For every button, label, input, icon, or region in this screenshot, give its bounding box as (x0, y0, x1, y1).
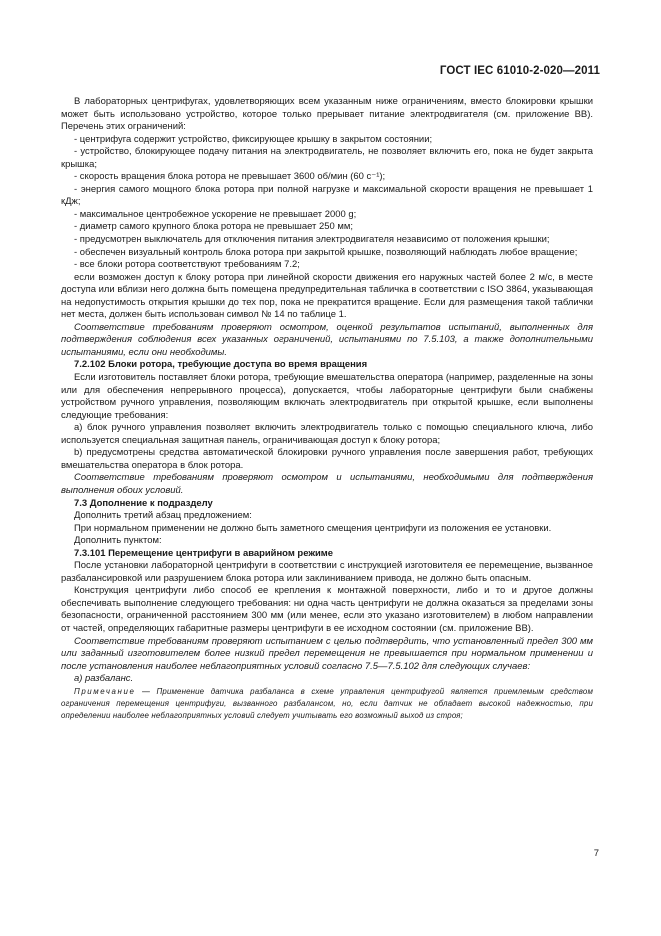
paragraph: Если изготовитель поставляет блоки ротора, требующие вмешательства оператора (например, разделенные на зоны или для обеспечения непрерывного процесса), допускается, чтобы лабораторные центрифуги были снабжены устройством ручного управления, позволяющим включать электродвигатель при открытой крышке, если выполнены следующие требования: (61, 372, 593, 421)
list-item: - энергия самого мощного блока ротора при полной нагрузке и максимальной скорости вращения не превышает 1 кДж; (61, 183, 593, 208)
list-item: a) блок ручного управления позволяет включить электродвигатель только с помощью специального ключа, либо используется специальная защитная панель, ограничивающая доступ к блоку ротора; (61, 422, 593, 446)
page-number: 7 (593, 848, 599, 859)
compliance-paragraph: Соответствие требованиям проверяют осмотром и испытаниями, необходимыми для подтверждения выполнения обоих условий. (61, 472, 593, 496)
list-item: - устройство, блокирующее подачу питания на электродвигатель, не позволяет включить его, пока не будет закрыта крышка; (61, 146, 593, 170)
note-label: Примечание (74, 686, 136, 696)
paragraph: Конструкция центрифуги либо способ ее крепления к монтажной поверхности, либо и то и другое должны обеспечивать выполнение следующего требования: ни одна часть центрифуги не должна оказаться за пределами зоны безопасности, ограниченной расстоянием 300 мм (или менее, если это указано изготовителем) в любом направлении от частей, определяющих габаритные размеры центрифуги в ее исходном состоянии (см. приложение ВВ). (61, 585, 593, 634)
list-item: - диаметр самого крупного блока ротора не превышает 250 мм; (74, 221, 353, 233)
list-item: b) предусмотрены средства автоматической блокировки ручного управления после завершения работ, требующих вмешательства оператора в блок ротора. (61, 447, 593, 471)
paragraph: При нормальном применении не должно быть заметного смещения центрифуги из положения ее установки. (74, 522, 552, 534)
document-header: ГОСТ IEC 61010-2-020—2011 (439, 65, 600, 77)
note-text: — Применение датчика разбаланса в схеме управления центрифугой является приемлемым средством ограничения перемещения центрифуги, вызванного разбалансом, но, если датчик не обладает высокой надежностью, при определении наиболее неблагоприятных условий следует учитывать его возможный выход из строя; (61, 686, 593, 720)
list-item: - максимальное центробежное ускорение не превышает 2000 g; (74, 208, 357, 220)
list-item: - обеспечен визуальный контроль блока ротора при закрытой крышке, позволяющий наблюдать любое вращение; (74, 246, 578, 258)
paragraph: если возможен доступ к блоку ротора при линейной скорости движения его наружных частей более 2 м/с, в месте доступа или вблизи него должна быть помещена предупредительная табличка в соответствии с ISO 3864, указывающая на недопустимость открытия крышки до тех пор, пока не прекратится вращение. Если для размещения такой таблички нет места, должен быть использован символ № 14 по таблице 1. (61, 271, 593, 321)
section-heading: 7.3 Дополнение к подразделу (74, 497, 213, 509)
section-heading: 7.2.102 Блоки ротора, требующие доступа во время вращения (74, 359, 368, 371)
paragraph: После установки лабораторной центрифуги в соответствии с инструкцией изготовителя ее перемещение, вызванное разбалансировкой или разрушением блока ротора или заклиниванием привода, не должно быть опасным. (61, 560, 593, 584)
list-item: a) разбаланс. (74, 673, 134, 685)
list-item: - центрифуга содержит устройство, фиксирующее крышку в закрытом состоянии; (74, 133, 433, 145)
list-item: - скорость вращения блока ротора не превышает 3600 об/мин (60 с⁻¹); (74, 171, 386, 183)
page-body (61, 96, 593, 722)
compliance-paragraph: Соответствие требованиям проверяют осмотром, оценкой результатов испытаний, выполненных для подтверждения соблюдения всех указанных ограничений, испытаниями по 7.5.103, а также дополнительными испытаниями, если они необходимы. (61, 321, 593, 358)
paragraph: Дополнить третий абзац предложением: (74, 510, 252, 522)
list-item: - все блоки ротора соответствуют требованиям 7.2; (74, 259, 300, 271)
section-heading: 7.3.101 Перемещение центрифуги в аварийном режиме (74, 547, 334, 559)
paragraph: Дополнить пунктом: (74, 535, 162, 547)
note (61, 686, 593, 722)
compliance-paragraph: Соответствие требованиям проверяют испытанием с целью подтвердить, что установленный предел 300 мм или заданный изготовителем более низкий предел перемещения не превышается при нормальном применении и после установления наиболее неблагоприятных условий согласно 7.5—7.5.102 для следующих случаев: (61, 635, 593, 672)
list-item: - предусмотрен выключатель для отключения питания электродвигателя независимо от положения крышки; (74, 234, 550, 246)
paragraph: В лабораторных центрифугах, удовлетворяющих всем указанным ниже ограничениям, вместо блокировки крышки может быть использовано устройство, которое только прерывает питание электродвигателя (см. приложение ВВ). Перечень этих ограничений: (61, 96, 593, 133)
